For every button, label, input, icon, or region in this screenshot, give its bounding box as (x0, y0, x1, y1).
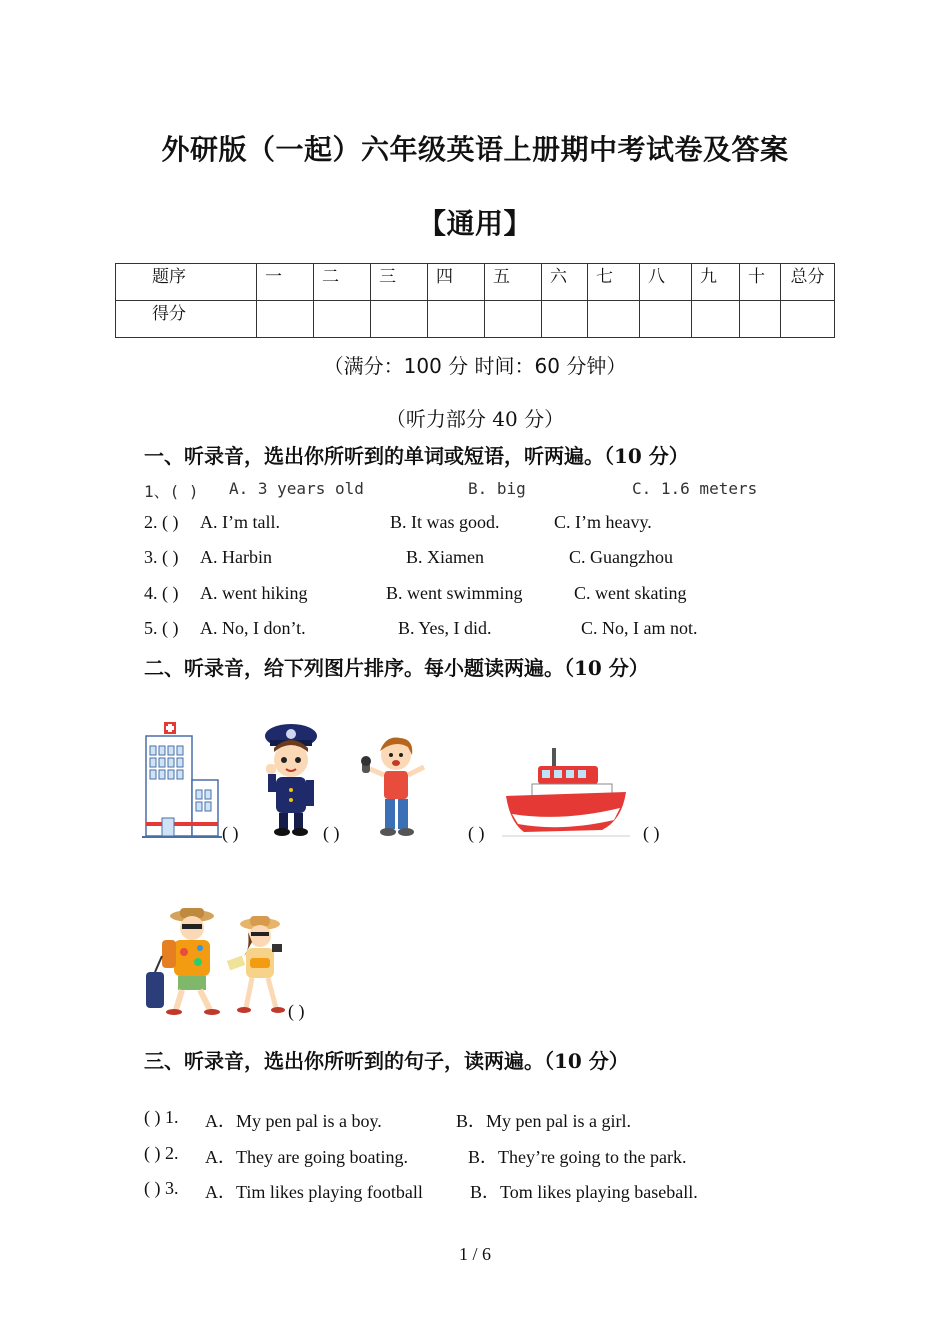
singing-boy-picture (356, 733, 432, 838)
score-cell[interactable] (740, 301, 781, 338)
option-b[interactable]: B. went swimming (386, 583, 523, 603)
section1-title: 一、听录音，选出你所听到的单词或短语，听两遍。（10 分） (144, 444, 689, 468)
option-b[interactable]: B．My pen pal is a girl. (456, 1111, 631, 1131)
score-cell[interactable] (542, 301, 588, 338)
score-cell[interactable] (588, 301, 640, 338)
score-cell[interactable] (428, 301, 485, 338)
option-b[interactable]: B. It was good. (390, 512, 500, 532)
question-number: 3. ( ) (144, 547, 179, 567)
option-b[interactable]: B．They’re going to the park. (468, 1147, 687, 1167)
score-cell[interactable] (692, 301, 740, 338)
score-header-cell: 七 (588, 264, 640, 301)
hospital-picture (142, 720, 222, 838)
option-c[interactable]: C. No, I am not. (581, 618, 698, 638)
option-b[interactable]: B．Tom likes playing baseball. (470, 1182, 698, 1202)
score-cell[interactable] (781, 301, 835, 338)
document-subtitle: 【通用】 (417, 207, 532, 240)
section3-title: 三、听录音，选出你所听到的句子，读两遍。（10 分） (144, 1049, 629, 1073)
option-a[interactable]: A. 3 years old (229, 479, 364, 498)
score-header-cell: 五 (485, 264, 542, 301)
option-c[interactable]: C. went skating (574, 583, 687, 603)
police-officer-picture (258, 722, 324, 838)
question-number: 1、( ) (144, 482, 199, 501)
score-table-score-row (116, 301, 835, 338)
score-cell[interactable] (371, 301, 428, 338)
score-table-header-row (116, 264, 835, 301)
answer-blank[interactable]: ( ) (288, 1001, 305, 1021)
score-cell[interactable] (485, 301, 542, 338)
score-cell[interactable] (314, 301, 371, 338)
option-b[interactable]: B. Yes, I did. (398, 618, 492, 638)
score-header-cell: 八 (640, 264, 692, 301)
document-title: 外研版（一起）六年级英语上册期中考试卷及答案 (161, 133, 789, 166)
score-header-cell: 题序 (116, 264, 257, 301)
answer-blank[interactable]: ( ) (468, 823, 485, 843)
option-a[interactable]: A. went hiking (200, 583, 308, 603)
boat-picture (502, 742, 630, 838)
score-row-label: 得分 (116, 301, 257, 338)
answer-blank[interactable]: ( ) (222, 823, 239, 843)
question-number: 4. ( ) (144, 583, 179, 603)
answer-blank[interactable]: ( ) (643, 823, 660, 843)
score-header-cell: 十 (740, 264, 781, 301)
score-table (115, 263, 835, 338)
score-header-cell: 二 (314, 264, 371, 301)
travelers-picture (140, 906, 290, 1016)
question-number: 5. ( ) (144, 618, 179, 638)
score-header-cell: 三 (371, 264, 428, 301)
score-header-cell: 四 (428, 264, 485, 301)
option-a[interactable]: A．They are going boating. (205, 1147, 408, 1167)
score-header-cell: 总分 (781, 264, 835, 301)
option-b[interactable]: B. big (468, 479, 526, 498)
option-c[interactable]: C. Guangzhou (569, 547, 673, 567)
option-c[interactable]: C. I’m heavy. (554, 512, 652, 532)
option-a[interactable]: A. No, I don’t. (200, 618, 306, 638)
option-a[interactable]: A．My pen pal is a boy. (205, 1111, 382, 1131)
score-header-cell: 六 (542, 264, 588, 301)
option-a[interactable]: A．Tim likes playing football (205, 1182, 423, 1202)
score-cell[interactable] (257, 301, 314, 338)
option-a[interactable]: A. Harbin (200, 547, 272, 567)
section2-title: 二、听录音，给下列图片排序。每小题读两遍。（10 分） (144, 656, 649, 680)
question-number: 2. ( ) (144, 512, 179, 532)
option-b[interactable]: B. Xiamen (406, 547, 484, 567)
question-number: ( ) 2. (144, 1143, 179, 1163)
full-marks-note: （满分：100 分 时间：60 分钟） (323, 354, 627, 378)
listening-part-heading: （听力部分 40 分） (385, 407, 565, 431)
score-header-cell: 一 (257, 264, 314, 301)
answer-blank[interactable]: ( ) (323, 823, 340, 843)
score-cell[interactable] (640, 301, 692, 338)
page-number: 1 / 6 (458, 1244, 491, 1264)
question-number: ( ) 1. (144, 1107, 179, 1127)
score-header-cell: 九 (692, 264, 740, 301)
question-number: ( ) 3. (144, 1178, 179, 1198)
option-c[interactable]: C. 1.6 meters (632, 479, 758, 498)
option-a[interactable]: A. I’m tall. (200, 512, 280, 532)
